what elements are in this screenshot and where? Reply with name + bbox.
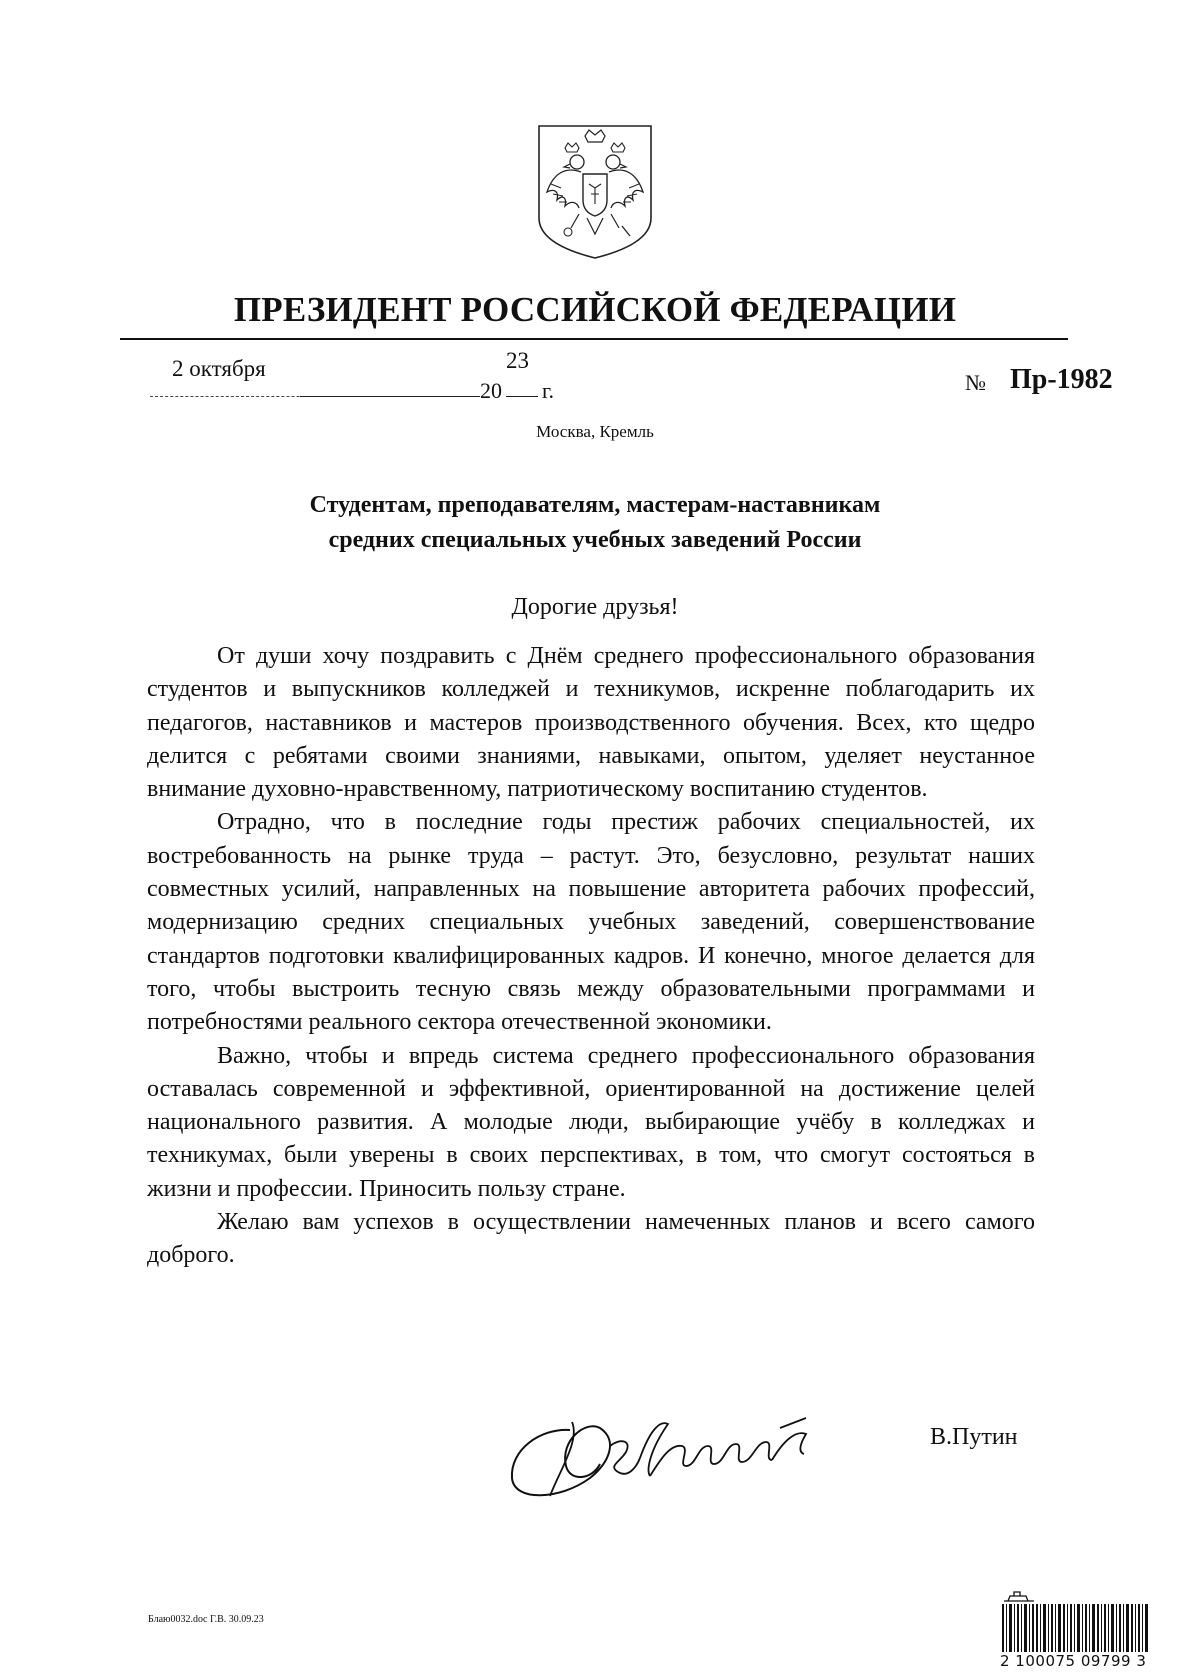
addressee-line-2: средних специальных учебных заведений России <box>328 527 862 553</box>
addressee-line-1: Студентам, преподавателям, мастерам-наставникам <box>309 492 881 518</box>
letter-body <box>147 640 1035 1273</box>
date-century: 20 <box>480 378 502 403</box>
body-paragraph: Важно, чтобы и впредь система среднего профессионального образования оставалась современной и эффективной, ориентированной на достижение целей национального развития. А молодые люди, выбирающие учёбу в колледжах и техникумах, были уверены в своих перспективах, в том, что смогут состояться в жизни и профессии. Приносить пользу стране. <box>147 1042 1035 1202</box>
date-day-month: 2 октября <box>172 356 266 381</box>
date-year: 23 <box>506 348 529 373</box>
addressee-block <box>150 488 1040 558</box>
date-suffix: г. <box>542 378 555 403</box>
date-underline-solid <box>300 396 480 397</box>
barcode <box>1002 1604 1150 1652</box>
year-underline <box>506 396 538 397</box>
signer-name: В.Путин <box>930 1424 1018 1450</box>
barcode-number: 2 100075 09799 3 <box>1000 1652 1147 1670</box>
heading-divider <box>120 338 1068 340</box>
body-paragraph: Отрадно, что в последние годы престиж рабочих специальностей, их востребованность на рынке труда – растут. Это, безусловно, результат наших совместных усилий, направленных на повышение авторитета рабочих профессий, модернизацию средних специальных учебных заведений, совершенствование стандартов подготовки квалифицированных кадров. И конечно, многое делается для того, чтобы выстроить тесную связь между образовательными программами и потребностями реального сектора отечественной экономики. <box>147 809 1035 1036</box>
ship-mark-icon <box>1002 1590 1036 1604</box>
place-of-issue: Москва, Кремль <box>536 422 654 441</box>
greeting: Дорогие друзья! <box>511 594 679 620</box>
document-heading: ПРЕЗИДЕНТ РОССИЙСКОЙ ФЕДЕРАЦИИ <box>233 290 957 329</box>
date-number-row <box>150 348 1113 408</box>
number-sign: № <box>965 370 986 395</box>
body-paragraph: Желаю вам успехов в осуществлении намеченных планов и всего самого доброго. <box>147 1209 1035 1269</box>
file-reference: Блаю0032.doc Г.В. 30.09.23 <box>148 1614 264 1625</box>
coat-of-arms-emblem <box>535 122 655 262</box>
body-paragraph: От души хочу поздравить с Днём среднего профессионального образования студентов и выпускников колледжей и техникумов, искренне поблагодарить их педагогов, наставников и мастеров производственного обучения. Всех, кто щедро делится с ребятами своими знаниями, навыками, опытом, уделяет неустанное внимание духовно-нравственному, патриотическому воспитанию студентов. <box>147 643 1035 803</box>
document-number: Пр-1982 <box>1010 364 1113 395</box>
handwritten-signature <box>500 1400 850 1510</box>
